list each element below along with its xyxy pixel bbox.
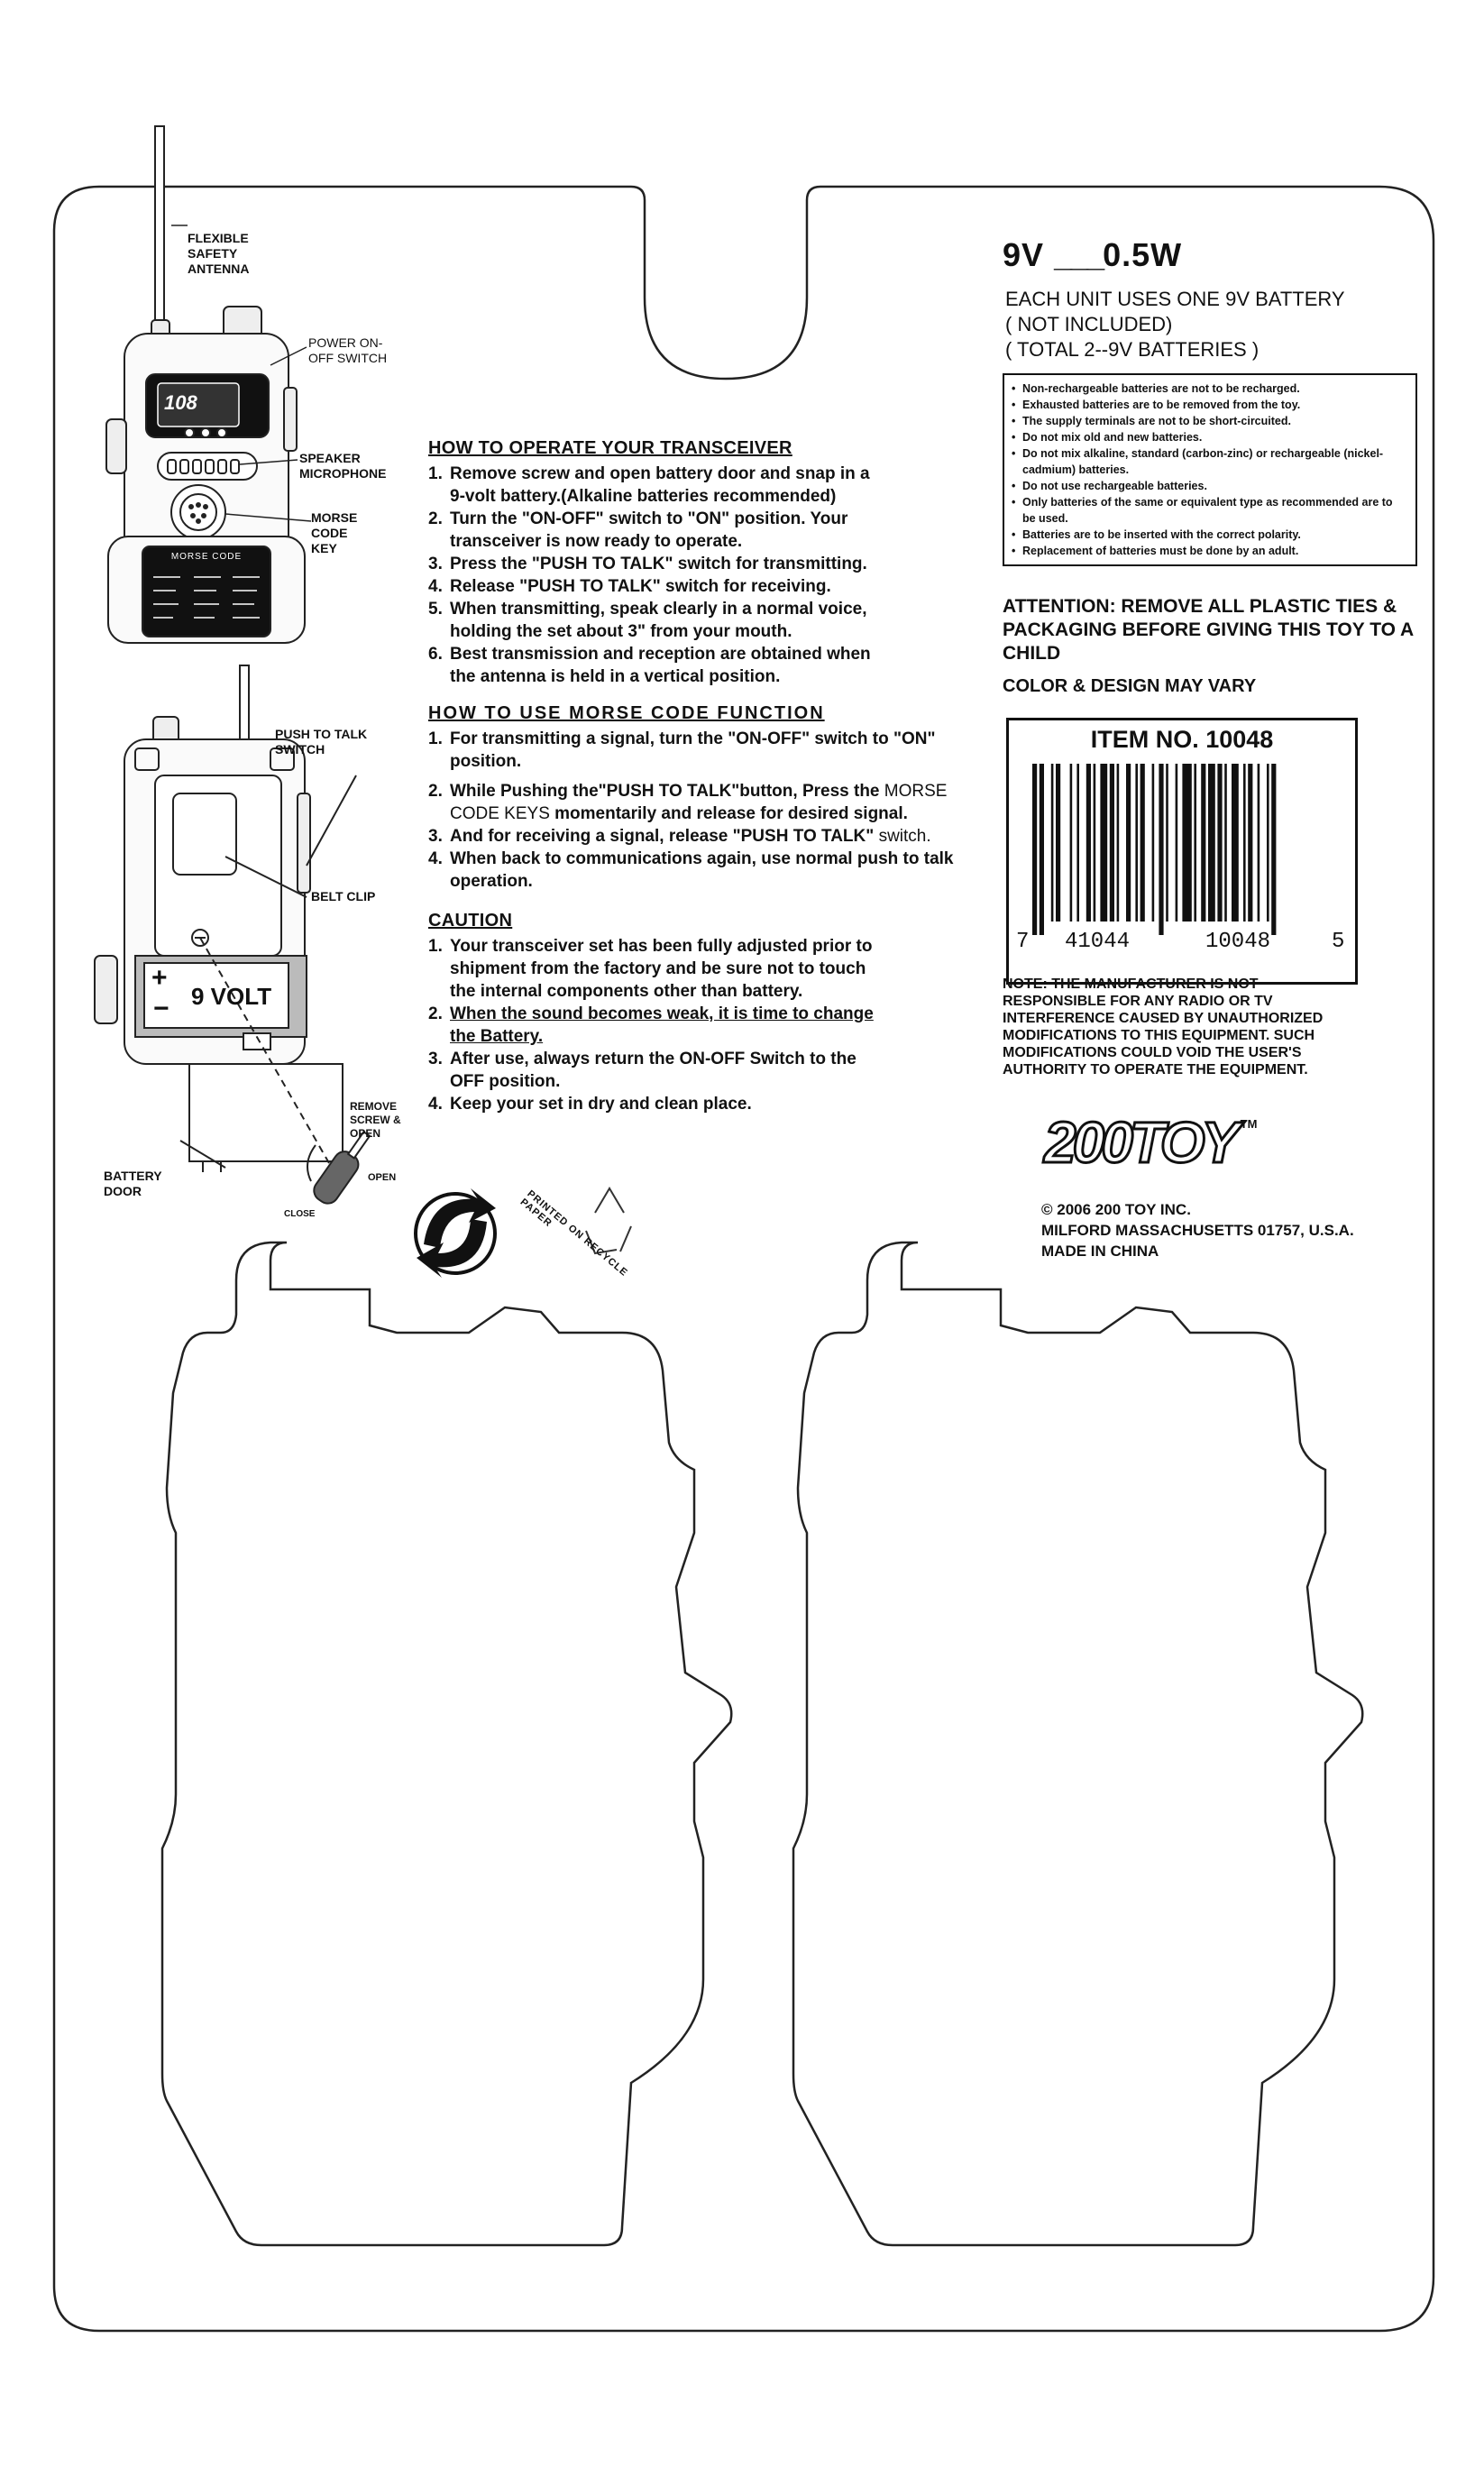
warning-item: • Do not mix old and new batteries.	[1012, 429, 1408, 445]
radio-cutout-left	[162, 1242, 731, 2245]
warning-item: • Batteries are to be inserted with the correct polarity.	[1012, 527, 1408, 543]
barcode-bar	[1267, 764, 1269, 922]
barcode-digit-first: 7	[1016, 930, 1030, 954]
push-to-talk-label: PUSH TO TALK SWITCH	[275, 727, 368, 757]
barcode-bar	[1224, 764, 1227, 922]
barcode-digits-left: 41044	[1065, 930, 1131, 954]
barcode-bar	[1232, 764, 1239, 922]
barcode-bar	[1051, 764, 1054, 922]
country-of-origin: MADE IN CHINA	[1041, 1242, 1159, 1260]
company-info	[1041, 1199, 1354, 1261]
caution-heading: CAUTION	[428, 911, 513, 931]
warning-item: • Do not mix alkaline, standard (carbon-zinc) or rechargeable (nickel-cadmium) batteries.	[1012, 445, 1408, 478]
barcode-bar	[1056, 764, 1060, 922]
recycle-paper-label: PRINTED ON RECYCLE PAPER	[518, 1188, 630, 1279]
barcode-panel	[1006, 718, 1358, 985]
barcode-bar	[1217, 764, 1222, 922]
wattage: 0.5W	[1103, 236, 1183, 273]
barcode-bar	[1208, 764, 1215, 922]
barcode	[1032, 764, 1330, 935]
power-switch-label: POWER ON-OFF SWITCH	[308, 335, 388, 365]
remove-screw-label: REMOVE SCREW & OPEN	[350, 1100, 401, 1140]
close-label: CLOSE	[284, 1209, 316, 1219]
barcode-bar	[1094, 764, 1096, 922]
morse-heading: HOW TO USE MORSE CODE FUNCTION	[428, 703, 825, 723]
barcode-bar	[1194, 764, 1196, 922]
morse-step: 1. For transmitting a signal, turn the "ON-OFF" switch to "ON" position.	[428, 729, 936, 771]
barcode-bar	[1117, 764, 1120, 922]
antenna-label: FLEXIBLE SAFETY ANTENNA	[188, 231, 250, 276]
barcode-bar	[1182, 764, 1191, 922]
warning-item: • Replacement of batteries must be done by an adult.	[1012, 543, 1408, 559]
operate-step: 4. Release "PUSH TO TALK" switch for receiving.	[428, 577, 831, 596]
barcode-bar	[1040, 764, 1044, 935]
morse-steps	[428, 728, 960, 893]
barcode-bar	[1258, 764, 1260, 922]
morse-step: 3. And for receiving a signal, release "PUSH TO TALK" switch.	[428, 827, 931, 846]
address: MILFORD MASSACHUSETTS 01757, U.S.A.	[1041, 1222, 1354, 1239]
warning-item: • Exhausted batteries are to be removed from the toy.	[1012, 397, 1408, 413]
logo-text: 200TOY	[1044, 1110, 1237, 1175]
battery-info-line: EACH UNIT USES ONE 9V BATTERY	[1005, 288, 1345, 310]
operate-step: 6. Best transmission and reception are obtained when the antenna is held in a vertical position.	[428, 645, 871, 686]
morse-panel-label: MORSE CODE	[170, 552, 243, 562]
operate-step: 2. Turn the "ON-OFF" switch to "ON" position. Your transceiver is now ready to operate.	[428, 509, 848, 551]
morse-step: 2. While Pushing the"PUSH TO TALK"button, Press the MORSE CODE KEYS momentarily and release for desired signal.	[428, 782, 948, 823]
barcode-bar	[1152, 764, 1155, 922]
battery-label: 9 VOLT	[191, 983, 272, 1010]
copyright: © 2006 200 TOY INC.	[1041, 1201, 1191, 1218]
barcode-digit-last: 5	[1332, 930, 1345, 954]
barcode-bar	[1159, 764, 1163, 935]
warning-item: • Only batteries of the same or equivalent type as recommended are to be used.	[1012, 494, 1408, 527]
barcode-bar	[1086, 764, 1091, 922]
battery-info-line: ( NOT INCLUDED)	[1005, 313, 1173, 335]
barcode-bar	[1271, 764, 1276, 935]
caution-step: 1. Your transceiver set has been fully adjusted prior to shipment from the factory and be sure not to touch the internal components other than battery.	[428, 937, 873, 1001]
belt-clip-label: BELT CLIP	[311, 889, 376, 903]
caution-section	[428, 911, 888, 1115]
radio-front-drawing	[106, 126, 311, 643]
attention-notice: ATTENTION: REMOVE ALL PLASTIC TIES & PACKAGING BEFORE GIVING THIS TOY TO A CHILD	[1003, 596, 1414, 664]
barcode-digits-right: 10048	[1205, 930, 1271, 954]
barcode-bar	[1110, 764, 1114, 922]
caution-step: 3. After use, always return the ON-OFF Switch to the OFF position.	[428, 1050, 857, 1091]
barcode-bar	[1166, 764, 1168, 922]
operate-step: 3. Press the "PUSH TO TALK" switch for transmitting.	[428, 555, 867, 573]
barcode-bar	[1201, 764, 1205, 922]
barcode-bar	[1100, 764, 1107, 922]
battery-warnings	[1003, 373, 1417, 566]
barcode-bar	[1126, 764, 1131, 922]
logo-tm: TM	[1240, 1117, 1258, 1131]
battery-info-line: ( TOTAL 2--9V BATTERIES )	[1005, 338, 1260, 361]
warning-item: • Do not use rechargeable batteries.	[1012, 478, 1408, 494]
operate-section	[428, 438, 888, 688]
barcode-bar	[1243, 764, 1246, 922]
barcode-bar	[1248, 764, 1252, 922]
caution-step: 4. Keep your set in dry and clean place.	[428, 1095, 752, 1114]
fcc-note: NOTE: THE MANUFACTURER IS NOT RESPONSIBLE FOR ANY RADIO OR TV INTERFERENCE CAUSED BY UNAUTHORIZED MODIFICATIONS TO THIS EQUIPMENT. SUCH MODIFICATIONS COULD VOID THE USER'S AUTHORITY TO OPERATE THE EQUIPMENT.	[1003, 977, 1324, 1077]
caution-steps	[428, 935, 888, 1115]
barcode-bar	[1140, 764, 1145, 922]
item-number: ITEM NO. 10048	[1090, 726, 1274, 753]
battery-plus: +	[151, 963, 168, 993]
open-label: OPEN	[368, 1172, 397, 1183]
green-dot-recycle-symbol	[416, 1188, 496, 1278]
brand-logo	[1044, 1109, 1257, 1176]
barcode-bar	[1176, 764, 1178, 922]
barcode-bar	[1070, 764, 1073, 922]
operate-step: 1. Remove screw and open battery door and snap in a 9-volt battery.(Alkaline batteries recommended)	[428, 464, 870, 506]
voltage: 9V	[1003, 236, 1045, 273]
morse-section	[428, 703, 969, 893]
power-spec	[1003, 236, 1182, 274]
radio-cutout-right	[793, 1242, 1362, 2245]
warning-item: • Non-rechargeable batteries are not to be recharged.	[1012, 381, 1408, 397]
operate-step: 5. When transmitting, speak clearly in a normal voice, holding the set about 3" from your mouth.	[428, 600, 867, 641]
morse-key-label: MORSE CODE KEY	[311, 510, 358, 555]
caution-step: 2. When the sound becomes weak, it is time to change the Battery.	[428, 1004, 874, 1046]
battery-info	[1005, 287, 1345, 362]
operate-heading: HOW TO OPERATE YOUR TRANSCEIVER	[428, 438, 792, 458]
warning-item: • The supply terminals are not to be short-circuited.	[1012, 413, 1408, 429]
battery-door-label: BATTERY DOOR	[104, 1169, 162, 1198]
operate-steps	[428, 463, 888, 688]
morse-step: 4. When back to communications again, use normal push to talk operation.	[428, 849, 954, 891]
display-reading: 108	[164, 391, 197, 414]
spec-dashes: ___	[1054, 236, 1104, 273]
battery-minus: −	[153, 994, 169, 1023]
barcode-bar	[1076, 764, 1079, 922]
color-note: COLOR & DESIGN MAY VARY	[1003, 676, 1257, 696]
speaker-label: SPEAKER MICROPHONE	[299, 451, 387, 481]
barcode-bar	[1135, 764, 1138, 922]
barcode-bar	[1032, 764, 1037, 935]
